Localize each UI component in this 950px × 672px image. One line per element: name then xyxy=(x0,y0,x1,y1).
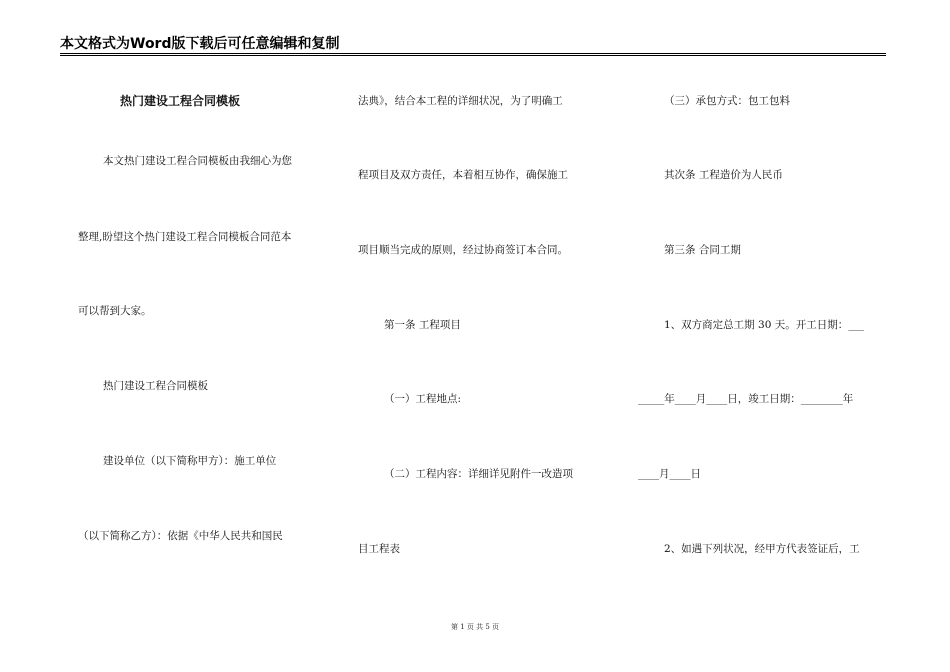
text-line: （一）工程地点: xyxy=(384,393,462,405)
page-number: 第 1 页 共 5 页 xyxy=(450,623,500,631)
text-line: 法典》，结合本工程的详细状况，为了明确工 xyxy=(358,95,563,107)
section-heading: 第一条 工程项目 xyxy=(384,319,461,331)
header-rule-top xyxy=(60,53,886,54)
document-title: 热门建设工程合同模板 xyxy=(120,94,241,108)
text-line: 建设单位（以下简称甲方）：施工单位 xyxy=(103,455,277,467)
text-line: 程项目及双方责任，本着相互协作，确保施工 xyxy=(358,169,568,181)
text-line: _____年____月____日，竣工日期：________年 xyxy=(638,393,854,405)
header-rule-bottom xyxy=(60,55,886,56)
text-line: 可以帮到大家。 xyxy=(78,305,152,317)
text-line: 1、双方商定总工期 30 天。开工日期：___ xyxy=(664,319,864,331)
section-heading: 第三条 合同工期 xyxy=(664,244,741,256)
text-line: 目工程表 xyxy=(358,543,400,555)
text-line: （二）工程内容：详细详见附件一改造项 xyxy=(384,468,573,480)
text-line: 热门建设工程合同模板 xyxy=(103,380,208,392)
text-line: 整理,盼望这个热门建设工程合同模板合同范本 xyxy=(78,231,292,243)
text-line: 本文热门建设工程合同模板由我细心为您 xyxy=(103,155,292,167)
section-heading: 其次条 工程造价为人民币 xyxy=(664,169,783,181)
text-line: （三）承包方式：包工包料 xyxy=(664,95,790,107)
text-line: 2、如遇下列状况，经甲方代表签证后，工 xyxy=(664,543,860,555)
text-line: 项目顺当完成的原则，经过协商签订本合同。 xyxy=(358,244,568,256)
text-line: ____月____日 xyxy=(638,468,701,480)
text-line: （以下简称乙方）：依据《中华人民共和国民 xyxy=(78,530,283,542)
document-banner: 本文格式为Word版下载后可任意编辑和复制 xyxy=(60,36,340,52)
